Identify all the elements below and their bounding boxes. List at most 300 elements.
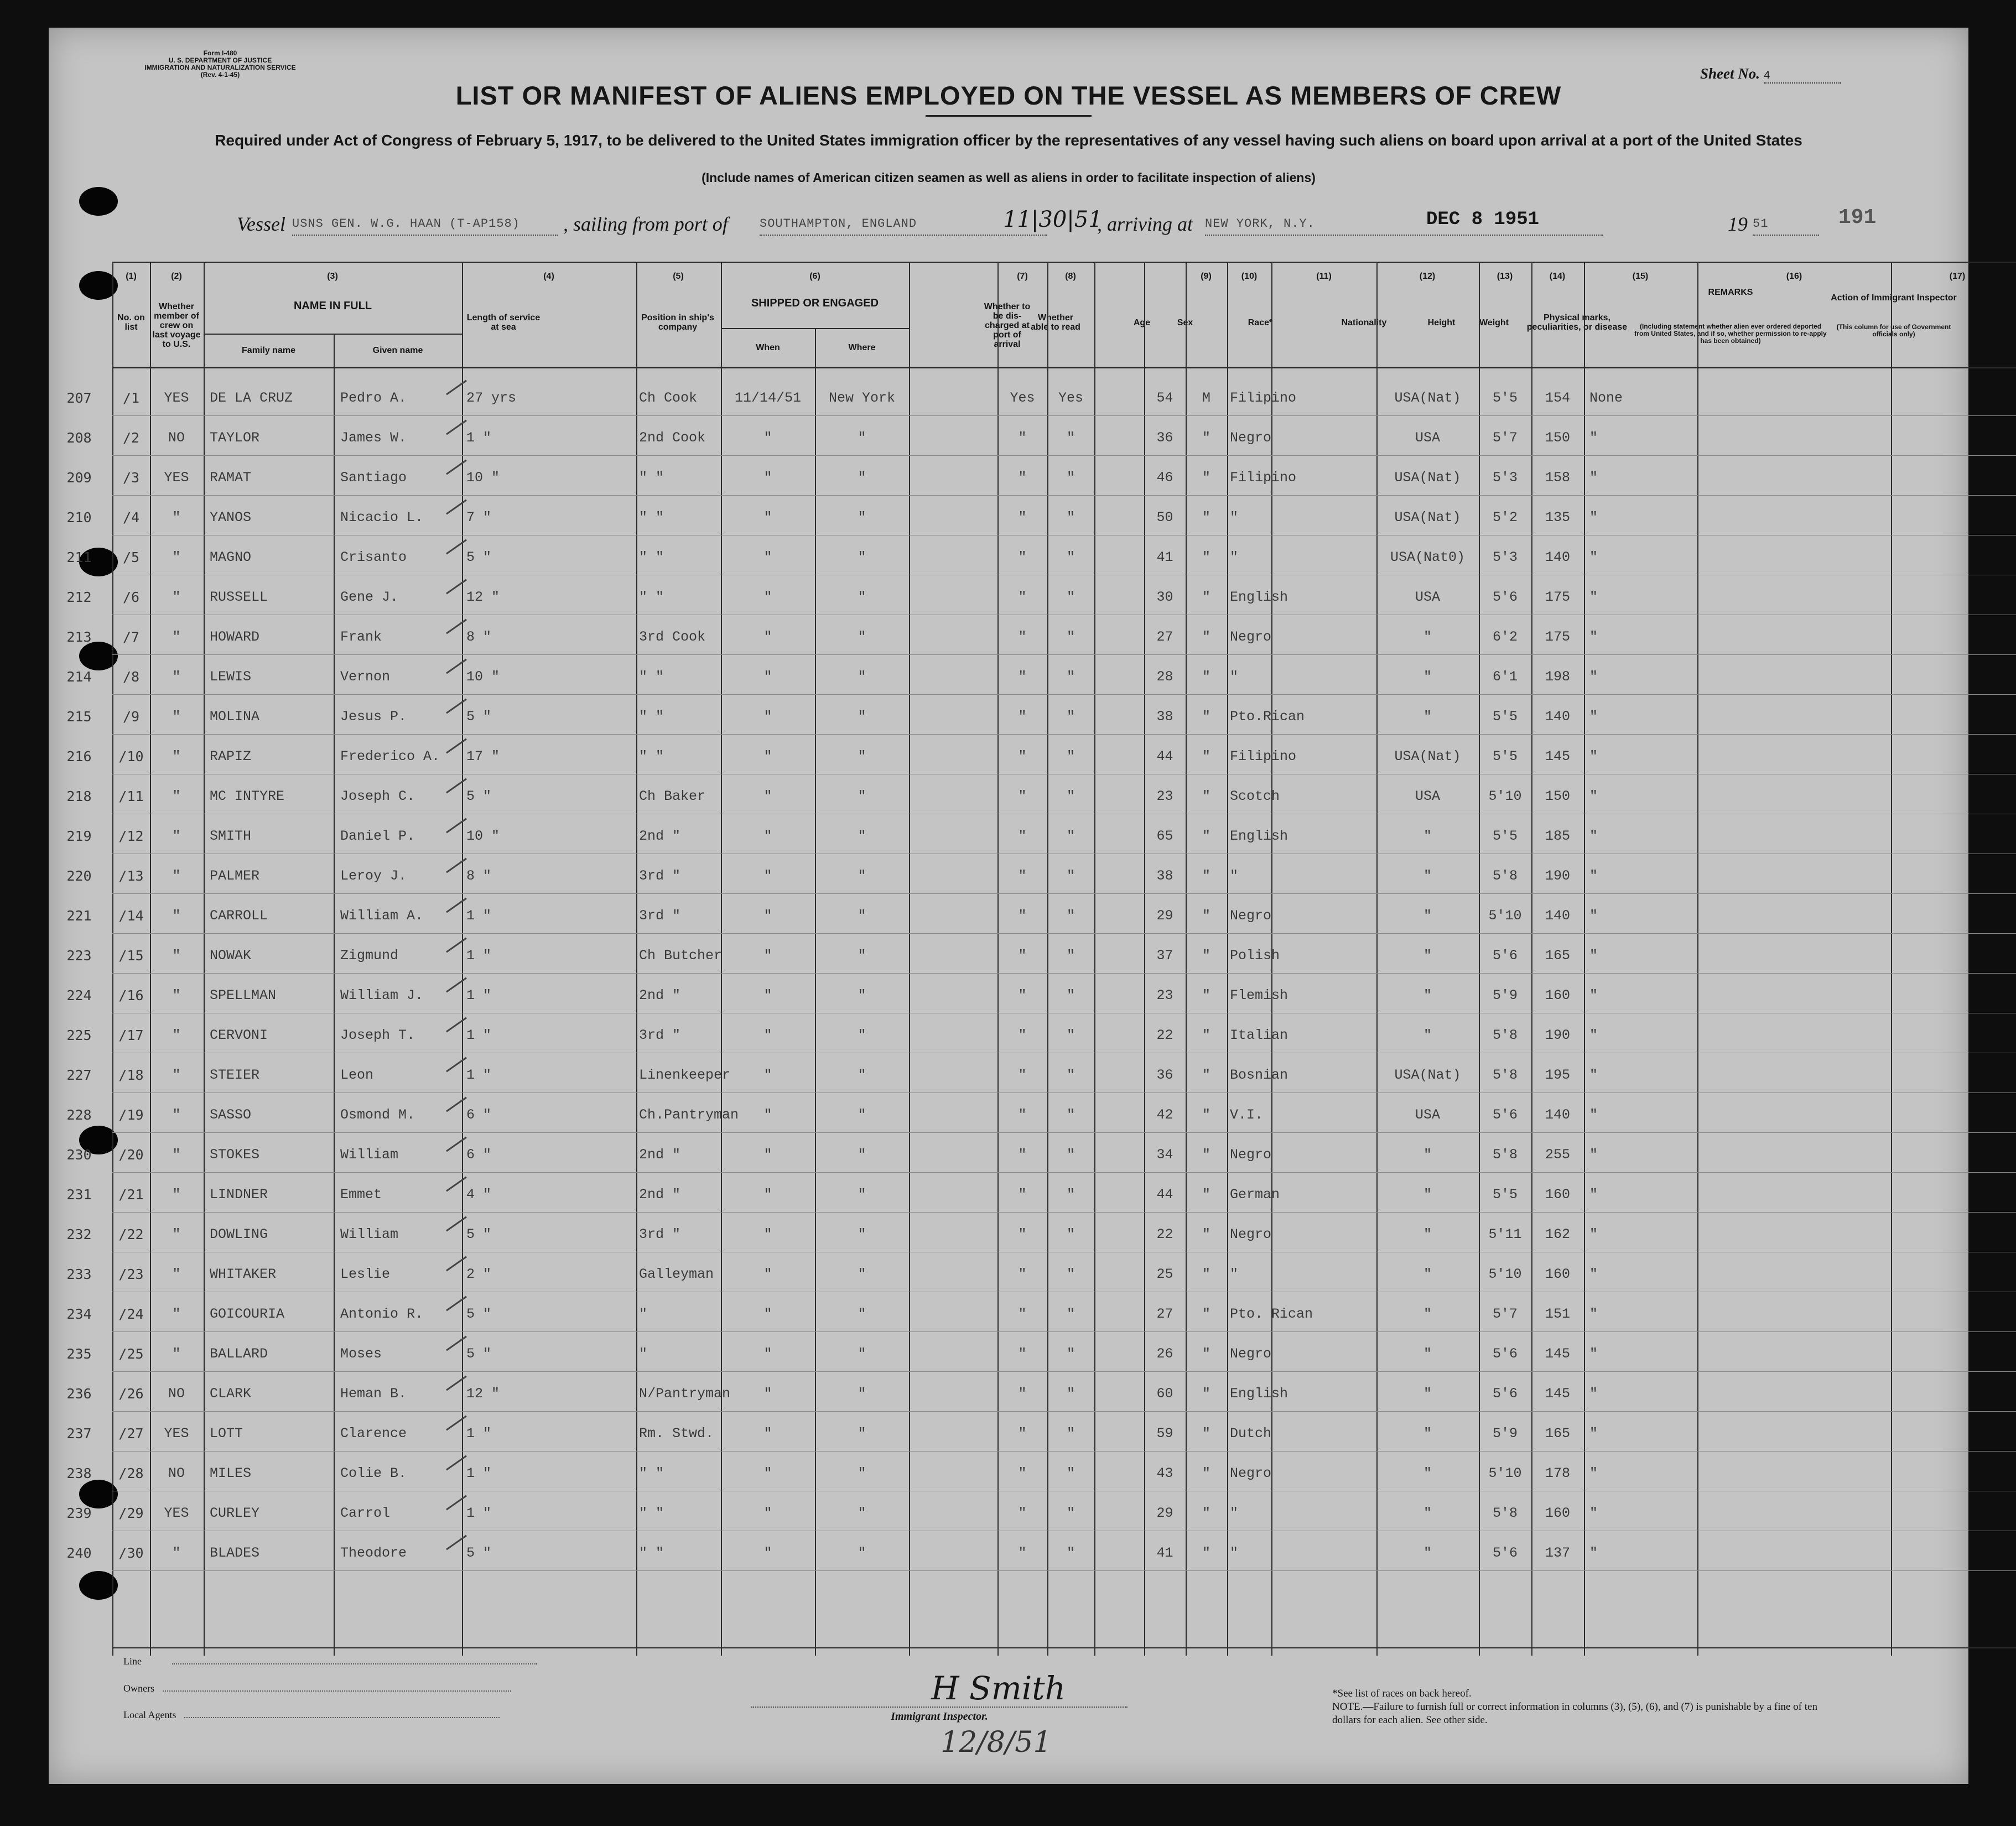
row-list-number: /1	[122, 390, 140, 406]
row-list-number: /2	[122, 430, 140, 446]
row-weight: 165	[1545, 1426, 1570, 1442]
row-discharged: "	[1018, 748, 1027, 764]
column-rule	[204, 262, 205, 1656]
row-rule	[112, 455, 2016, 456]
row-where-shipped: "	[858, 748, 866, 764]
vessel-name: USNS GEN. W.G. HAAN (T-AP158)	[292, 217, 558, 236]
row-race: Pto. Rican	[1230, 1306, 1313, 1322]
row-sex: "	[1202, 868, 1210, 884]
row-sex: "	[1202, 509, 1210, 526]
row-given-name: Vernon	[340, 669, 391, 685]
row-height: 5'3	[1492, 549, 1518, 565]
row-sex: "	[1202, 948, 1210, 964]
row-position: 2nd "	[639, 987, 681, 1003]
row-list-number: /7	[122, 629, 140, 645]
row-where-shipped: "	[858, 1147, 866, 1163]
row-weight: 140	[1545, 549, 1570, 565]
row-when-shipped: "	[763, 709, 772, 725]
row-discharged: "	[1018, 828, 1027, 844]
row-weight: 175	[1545, 629, 1570, 645]
row-member-last-voyage: "	[172, 1107, 181, 1123]
row-member-last-voyage: YES	[164, 390, 189, 406]
row-race: Scotch	[1230, 788, 1280, 804]
row-nationality: USA(Nat)	[1394, 470, 1461, 486]
row-list-number: /9	[122, 709, 140, 725]
row-discharged: "	[1018, 1545, 1027, 1561]
arrival-port: NEW YORK, N.Y.	[1205, 217, 1603, 236]
owners-field	[123, 1683, 511, 1694]
header-action-note: (This column for use of Government officials only)	[1836, 323, 1951, 338]
row-given-name: Nicacio L.	[340, 509, 424, 526]
column-number: (3)	[327, 272, 338, 281]
row-race: Pto.Rican	[1230, 709, 1305, 725]
crew-manifest-table	[66, 262, 1966, 1656]
row-where-shipped: "	[858, 629, 866, 645]
row-race: English	[1230, 828, 1288, 844]
row-age: 41	[1156, 549, 1173, 565]
row-nationality: "	[1423, 629, 1432, 645]
table-top-rule	[112, 262, 2016, 263]
row-length-of-service: 1 "	[466, 1426, 492, 1442]
row-family-name: YANOS	[210, 509, 252, 526]
row-family-name: LINDNER	[210, 1187, 268, 1203]
row-family-name: PALMER	[210, 868, 260, 884]
row-list-number: /25	[118, 1346, 144, 1362]
row-sex: "	[1202, 589, 1210, 605]
row-height: 5'6	[1492, 1545, 1518, 1561]
row-given-name: Zigmund	[340, 948, 399, 964]
row-given-name: Clarence	[340, 1426, 407, 1442]
row-list-number: /20	[118, 1147, 144, 1163]
row-when-shipped: "	[763, 1027, 772, 1043]
row-member-last-voyage: NO	[168, 430, 185, 446]
row-weight: 145	[1545, 1386, 1570, 1402]
row-family-name: BLADES	[210, 1545, 260, 1561]
row-given-name: Gene J.	[340, 589, 399, 605]
row-age: 23	[1156, 987, 1173, 1003]
row-member-last-voyage: "	[172, 629, 181, 645]
row-list-number: /15	[118, 948, 144, 964]
row-age: 59	[1156, 1426, 1173, 1442]
row-position: " "	[639, 669, 664, 685]
column-rule	[909, 262, 910, 1656]
row-age: 30	[1156, 589, 1173, 605]
row-height: 5'5	[1492, 709, 1518, 725]
row-height: 6'2	[1492, 629, 1518, 645]
row-sex: "	[1202, 1266, 1210, 1282]
row-length-of-service: 1 "	[466, 987, 492, 1003]
row-length-of-service: 5 "	[466, 1306, 492, 1322]
row-discharged: "	[1018, 948, 1027, 964]
row-sex: "	[1202, 1147, 1210, 1163]
row-family-name: MAGNO	[210, 549, 252, 565]
row-sequence-number: 215	[66, 709, 92, 725]
row-physical-marks: "	[1589, 1266, 1598, 1282]
row-position: 3rd Cook	[639, 629, 706, 645]
row-position: " "	[639, 470, 664, 486]
row-height: 5'8	[1492, 1027, 1518, 1043]
row-age: 22	[1156, 1027, 1173, 1043]
row-race: Dutch	[1230, 1426, 1272, 1442]
row-height: 5'7	[1492, 430, 1518, 446]
row-able-to-read: "	[1066, 589, 1075, 605]
row-where-shipped: "	[858, 1067, 866, 1083]
row-list-number: /8	[122, 669, 140, 685]
row-nationality: "	[1423, 709, 1432, 725]
row-physical-marks: "	[1589, 948, 1598, 964]
row-nationality: "	[1423, 1386, 1432, 1402]
row-sequence-number: 212	[66, 589, 92, 605]
row-given-name: Osmond M.	[340, 1107, 415, 1123]
row-length-of-service: 1 "	[466, 1465, 492, 1481]
row-when-shipped: "	[763, 589, 772, 605]
row-age: 43	[1156, 1465, 1173, 1481]
row-member-last-voyage: YES	[164, 1505, 189, 1521]
column-rule	[1094, 262, 1095, 1656]
row-discharged: "	[1018, 908, 1027, 924]
name-sub-rule	[204, 334, 462, 335]
row-weight: 178	[1545, 1465, 1570, 1481]
row-race: Italian	[1230, 1027, 1288, 1043]
header-length-of-service: Length of service at sea	[466, 313, 541, 332]
row-list-number: /10	[118, 748, 144, 764]
row-given-name: Crisanto	[340, 549, 407, 565]
row-weight: 160	[1545, 1266, 1570, 1282]
row-position: " "	[639, 748, 664, 764]
row-height: 5'6	[1492, 589, 1518, 605]
row-physical-marks: "	[1589, 788, 1598, 804]
row-sex: "	[1202, 430, 1210, 446]
header-shipped-or-engaged: SHIPPED OR ENGAGED	[751, 296, 879, 309]
column-rule	[462, 262, 463, 1656]
row-position: 2nd "	[639, 828, 681, 844]
row-age: 22	[1156, 1226, 1173, 1242]
row-race: "	[1230, 1545, 1239, 1561]
row-list-number: /24	[118, 1306, 144, 1322]
row-race: V.I.	[1230, 1107, 1264, 1123]
row-given-name: William	[340, 1226, 399, 1242]
row-given-name: William A.	[340, 908, 424, 924]
header-given-name: Given name	[372, 345, 423, 355]
row-sex: "	[1202, 987, 1210, 1003]
column-number: (8)	[1065, 272, 1076, 281]
row-when-shipped: "	[763, 1306, 772, 1322]
sailing-date-handwritten: 11|30|51	[1003, 207, 1103, 232]
row-sequence-number: 220	[66, 868, 92, 884]
row-list-number: /3	[122, 470, 140, 486]
row-member-last-voyage: "	[172, 1346, 181, 1362]
row-sex: "	[1202, 1226, 1210, 1242]
row-rule	[112, 1451, 2016, 1452]
row-physical-marks: "	[1589, 549, 1598, 565]
row-sex: "	[1202, 828, 1210, 844]
row-family-name: NOWAK	[210, 948, 252, 964]
row-discharged: "	[1018, 987, 1027, 1003]
row-sequence-number: 214	[66, 669, 92, 685]
row-position: Ch.Pantryman	[639, 1107, 739, 1123]
row-discharged: "	[1018, 868, 1027, 884]
row-discharged: "	[1018, 1346, 1027, 1362]
column-rule	[636, 262, 637, 1656]
row-race: Negro	[1230, 629, 1272, 645]
row-position: " "	[639, 1545, 664, 1561]
row-age: 41	[1156, 1545, 1173, 1561]
row-given-name: Jesus P.	[340, 709, 407, 725]
row-sequence-number: 223	[66, 948, 92, 964]
row-where-shipped: "	[858, 1505, 866, 1521]
row-rule	[112, 694, 2016, 695]
row-member-last-voyage: "	[172, 549, 181, 565]
row-family-name: SPELLMAN	[210, 987, 277, 1003]
row-discharged: "	[1018, 669, 1027, 685]
sheet-number-label: Sheet No.	[1700, 65, 1760, 82]
row-height: 5'10	[1488, 788, 1522, 804]
row-physical-marks: "	[1589, 1346, 1598, 1362]
row-height: 5'6	[1492, 1107, 1518, 1123]
row-discharged: "	[1018, 1306, 1027, 1322]
row-able-to-read: "	[1066, 868, 1075, 884]
row-able-to-read: "	[1066, 1465, 1075, 1481]
header-age: Age	[1133, 318, 1151, 327]
row-length-of-service: 10 "	[466, 828, 500, 844]
row-family-name: STEIER	[210, 1067, 260, 1083]
column-number: (9)	[1201, 272, 1212, 281]
title-rule	[926, 115, 1092, 117]
row-where-shipped: "	[858, 908, 866, 924]
header-nationality: Nationality	[1341, 318, 1387, 327]
row-position: "	[639, 1346, 648, 1362]
row-age: 60	[1156, 1386, 1173, 1402]
row-discharged: "	[1018, 549, 1027, 565]
row-length-of-service: 1 "	[466, 1027, 492, 1043]
column-number: (7)	[1017, 272, 1028, 281]
row-rule	[112, 1371, 2016, 1372]
row-discharged: "	[1018, 1027, 1027, 1043]
row-discharged: "	[1018, 1386, 1027, 1402]
row-position: Ch Cook	[639, 390, 698, 406]
row-given-name: Antonio R.	[340, 1306, 424, 1322]
row-age: 44	[1156, 748, 1173, 764]
row-length-of-service: 10 "	[466, 470, 500, 486]
row-race: German	[1230, 1187, 1280, 1203]
row-position: 3rd "	[639, 908, 681, 924]
row-list-number: /30	[118, 1545, 144, 1561]
row-physical-marks: "	[1589, 1465, 1598, 1481]
row-sex: "	[1202, 1306, 1210, 1322]
row-physical-marks: "	[1589, 1426, 1598, 1442]
row-age: 50	[1156, 509, 1173, 526]
row-sequence-number: 207	[66, 390, 92, 406]
table-bottom-rule	[112, 1647, 2016, 1648]
row-member-last-voyage: "	[172, 828, 181, 844]
row-sequence-number: 236	[66, 1386, 92, 1402]
row-discharged: "	[1018, 1187, 1027, 1203]
column-rule	[1891, 262, 1892, 1656]
row-list-number: /14	[118, 908, 144, 924]
row-race: Negro	[1230, 1226, 1272, 1242]
binder-hole	[79, 187, 118, 216]
row-when-shipped: "	[763, 1465, 772, 1481]
row-sequence-number: 235	[66, 1346, 92, 1362]
row-sequence-number: 239	[66, 1505, 92, 1521]
year-prefix: 19	[1728, 213, 1748, 235]
row-when-shipped: "	[763, 1107, 772, 1123]
row-given-name: William	[340, 1147, 399, 1163]
header-race: Race*	[1248, 318, 1273, 327]
header-no-on-list: No. on list	[117, 313, 145, 332]
row-able-to-read: "	[1066, 748, 1075, 764]
row-age: 25	[1156, 1266, 1173, 1282]
row-where-shipped: "	[858, 1426, 866, 1442]
row-age: 37	[1156, 948, 1173, 964]
row-family-name: CLARK	[210, 1386, 252, 1402]
row-position: " "	[639, 509, 664, 526]
row-member-last-voyage: "	[172, 908, 181, 924]
row-sequence-number: 230	[66, 1147, 92, 1163]
row-member-last-voyage: "	[172, 669, 181, 685]
row-sex: "	[1202, 709, 1210, 725]
row-member-last-voyage: "	[172, 1147, 181, 1163]
row-member-last-voyage: "	[172, 748, 181, 764]
row-rule	[112, 1411, 2016, 1412]
row-physical-marks: "	[1589, 709, 1598, 725]
column-rule	[1697, 262, 1698, 1656]
row-weight: 160	[1545, 1505, 1570, 1521]
row-height: 5'5	[1492, 1187, 1518, 1203]
row-when-shipped: "	[763, 1067, 772, 1083]
column-number: (10)	[1241, 272, 1258, 281]
row-rule	[112, 1132, 2016, 1133]
row-member-last-voyage: "	[172, 509, 181, 526]
row-where-shipped: New York	[828, 390, 896, 406]
row-nationality: "	[1423, 1505, 1432, 1521]
row-nationality: "	[1423, 1465, 1432, 1481]
row-physical-marks: None	[1589, 390, 1623, 406]
row-member-last-voyage: "	[172, 1187, 181, 1203]
row-sex: "	[1202, 1545, 1210, 1561]
row-where-shipped: "	[858, 948, 866, 964]
row-member-last-voyage: NO	[168, 1465, 185, 1481]
agents-field	[123, 1709, 500, 1721]
row-member-last-voyage: "	[172, 788, 181, 804]
row-length-of-service: 5 "	[466, 549, 492, 565]
row-height: 5'9	[1492, 987, 1518, 1003]
row-height: 5'5	[1492, 390, 1518, 406]
row-given-name: Leslie	[340, 1266, 391, 1282]
row-physical-marks: "	[1589, 748, 1598, 764]
column-number: (14)	[1549, 272, 1566, 281]
row-sequence-number: 240	[66, 1545, 92, 1561]
header-member-last-voyage: Whether member of crew on last voyage to U.S.	[152, 301, 201, 349]
row-height: 5'7	[1492, 1306, 1518, 1322]
footnote	[1332, 1687, 1830, 1727]
row-race: Filipino	[1230, 470, 1297, 486]
row-member-last-voyage: NO	[168, 1386, 185, 1402]
row-age: 42	[1156, 1107, 1173, 1123]
row-position: N/Pantryman	[639, 1386, 731, 1402]
row-sex: "	[1202, 549, 1210, 565]
row-nationality: "	[1423, 1545, 1432, 1561]
row-length-of-service: 1 "	[466, 948, 492, 964]
column-number: (11)	[1316, 272, 1332, 281]
row-height: 5'6	[1492, 948, 1518, 964]
row-physical-marks: "	[1589, 1306, 1598, 1322]
row-age: 29	[1156, 908, 1173, 924]
header-action-title: Action of Immigrant Inspector	[1831, 293, 1957, 303]
row-when-shipped: "	[763, 629, 772, 645]
row-height: 5'10	[1488, 1465, 1522, 1481]
row-given-name: Joseph T.	[340, 1027, 415, 1043]
row-given-name: Pedro A.	[340, 390, 407, 406]
row-list-number: /19	[118, 1107, 144, 1123]
column-number: (16)	[1786, 272, 1802, 281]
row-weight: 150	[1545, 788, 1570, 804]
row-height: 5'2	[1492, 509, 1518, 526]
row-nationality: USA(Nat)	[1394, 748, 1461, 764]
row-rule	[112, 734, 2016, 735]
row-sequence-number: 233	[66, 1266, 92, 1282]
row-physical-marks: "	[1589, 1386, 1598, 1402]
row-member-last-voyage: "	[172, 1027, 181, 1043]
row-weight: 160	[1545, 987, 1570, 1003]
row-able-to-read: Yes	[1058, 390, 1083, 406]
row-discharged: "	[1018, 1226, 1027, 1242]
row-age: 26	[1156, 1346, 1173, 1362]
row-length-of-service: 4 "	[466, 1187, 492, 1203]
row-rule	[112, 893, 2016, 894]
row-position: Ch Butcher	[639, 948, 723, 964]
row-length-of-service: 5 "	[466, 1226, 492, 1242]
row-physical-marks: "	[1589, 1545, 1598, 1561]
row-member-last-voyage: "	[172, 1226, 181, 1242]
row-physical-marks: "	[1589, 908, 1598, 924]
row-family-name: GOICOURIA	[210, 1306, 285, 1322]
row-family-name: DOWLING	[210, 1226, 268, 1242]
sheet-number-value: 4	[1764, 70, 1841, 84]
row-able-to-read: "	[1066, 1505, 1075, 1521]
row-race: English	[1230, 1386, 1288, 1402]
row-able-to-read: "	[1066, 948, 1075, 964]
row-position: "	[639, 1306, 648, 1322]
row-list-number: /11	[118, 788, 144, 804]
row-member-last-voyage: "	[172, 1306, 181, 1322]
row-sequence-number: 219	[66, 828, 92, 844]
header-where: Where	[848, 342, 876, 352]
row-sex: "	[1202, 470, 1210, 486]
row-family-name: MOLINA	[210, 709, 260, 725]
row-member-last-voyage: YES	[164, 470, 189, 486]
header-remarks-title: REMARKS	[1708, 287, 1753, 297]
row-where-shipped: "	[858, 1545, 866, 1561]
row-length-of-service: 5 "	[466, 1545, 492, 1561]
row-sequence-number: 234	[66, 1306, 92, 1322]
row-nationality: USA	[1415, 430, 1440, 446]
row-sex: "	[1202, 788, 1210, 804]
row-length-of-service: 6 "	[466, 1147, 492, 1163]
row-discharged: "	[1018, 788, 1027, 804]
row-able-to-read: "	[1066, 1545, 1075, 1561]
row-where-shipped: "	[858, 1027, 866, 1043]
row-nationality: "	[1423, 868, 1432, 884]
row-able-to-read: "	[1066, 1386, 1075, 1402]
header-weight: Weight	[1479, 318, 1509, 327]
row-nationality: "	[1423, 1426, 1432, 1442]
row-nationality: USA	[1415, 589, 1440, 605]
owners-label: Owners	[123, 1683, 154, 1694]
row-nationality: "	[1423, 1226, 1432, 1242]
row-race: Negro	[1230, 430, 1272, 446]
row-length-of-service: 8 "	[466, 629, 492, 645]
